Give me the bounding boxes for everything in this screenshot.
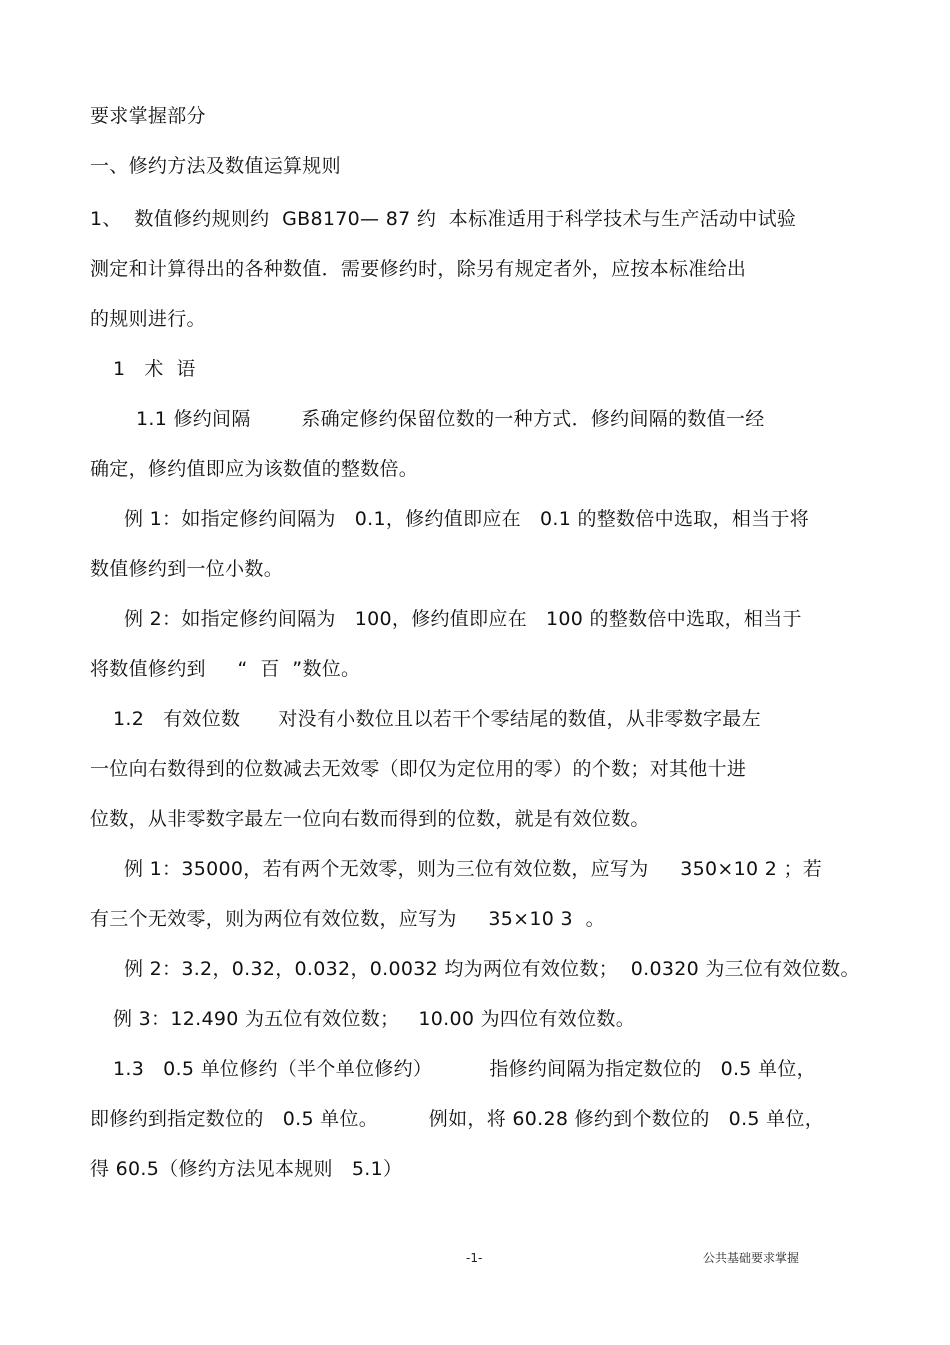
paragraph-line: 即修约到指定数位的 0.5 单位。 例如，将 60.28 修约到个数位的 0.5 单位， xyxy=(90,1108,825,1130)
paragraph-line: 确定，修约值即应为该数值的整数倍。 xyxy=(90,458,419,480)
paragraph-line: 一位向右数得到的位数减去无效零（即仅为定位用的零）的个数；对其他十进 xyxy=(90,758,747,780)
example-line: 例 1：如指定修约间隔为 0.1，修约值即应在 0.1 的整数倍中选取，相当于将 xyxy=(124,508,810,530)
section-heading: 要求掌握部分 xyxy=(90,105,206,127)
term-heading: 1 术 语 xyxy=(113,358,196,380)
example-line: 例 1：35000，若有两个无效零，则为三位有效位数，应写为 350×10 2 ；若 xyxy=(124,858,823,880)
example-line: 例 2：如指定修约间隔为 100，修约值即应在 100 的整数倍中选取，相当于 xyxy=(124,608,802,630)
example-line: 将数值修约到 “ 百 ”数位。 xyxy=(90,658,361,680)
example-line: 例 2：3.2，0.32，0.032，0.0032 均为两位有效位数； 0.0320 为三位有效位数。 xyxy=(124,958,860,980)
paragraph-line: 测定和计算得出的各种数值．需要修约时，除另有规定者外，应按本标准给出 xyxy=(90,258,747,280)
paragraph-line: 位数，从非零数字最左一位向右数而得到的位数，就是有效位数。 xyxy=(90,808,650,830)
paragraph-line: 1.3 0.5 单位修约（半个单位修约） 指修约间隔为指定数位的 0.5 单位， xyxy=(113,1058,816,1080)
example-line: 例 3：12.490 为五位有效位数； 10.00 为四位有效位数。 xyxy=(113,1008,636,1030)
page-number: -1- xyxy=(466,1251,483,1265)
paragraph-line: 的规则进行。 xyxy=(90,308,206,330)
example-line: 数值修约到一位小数。 xyxy=(90,558,284,580)
paragraph-line: 1、 数值修约规则约 GB8170— 87 约 本标准适用于科学技术与生产活动中试验 xyxy=(90,208,797,230)
paragraph-line: 得 60.5（修约方法见本规则 5.1） xyxy=(90,1158,403,1180)
subsection-heading: 一、修约方法及数值运算规则 xyxy=(90,155,341,177)
running-title: 公共基础要求掌握 xyxy=(703,1251,800,1265)
paragraph-line: 1.2 有效位数 对没有小数位且以若干个零结尾的数值，从非零数字最左 xyxy=(113,708,761,730)
paragraph-line: 1.1 修约间隔 系确定修约保留位数的一种方式．修约间隔的数值一经 xyxy=(136,408,765,430)
example-line: 有三个无效零，则为两位有效位数，应写为 35×10 3 。 xyxy=(90,908,605,930)
